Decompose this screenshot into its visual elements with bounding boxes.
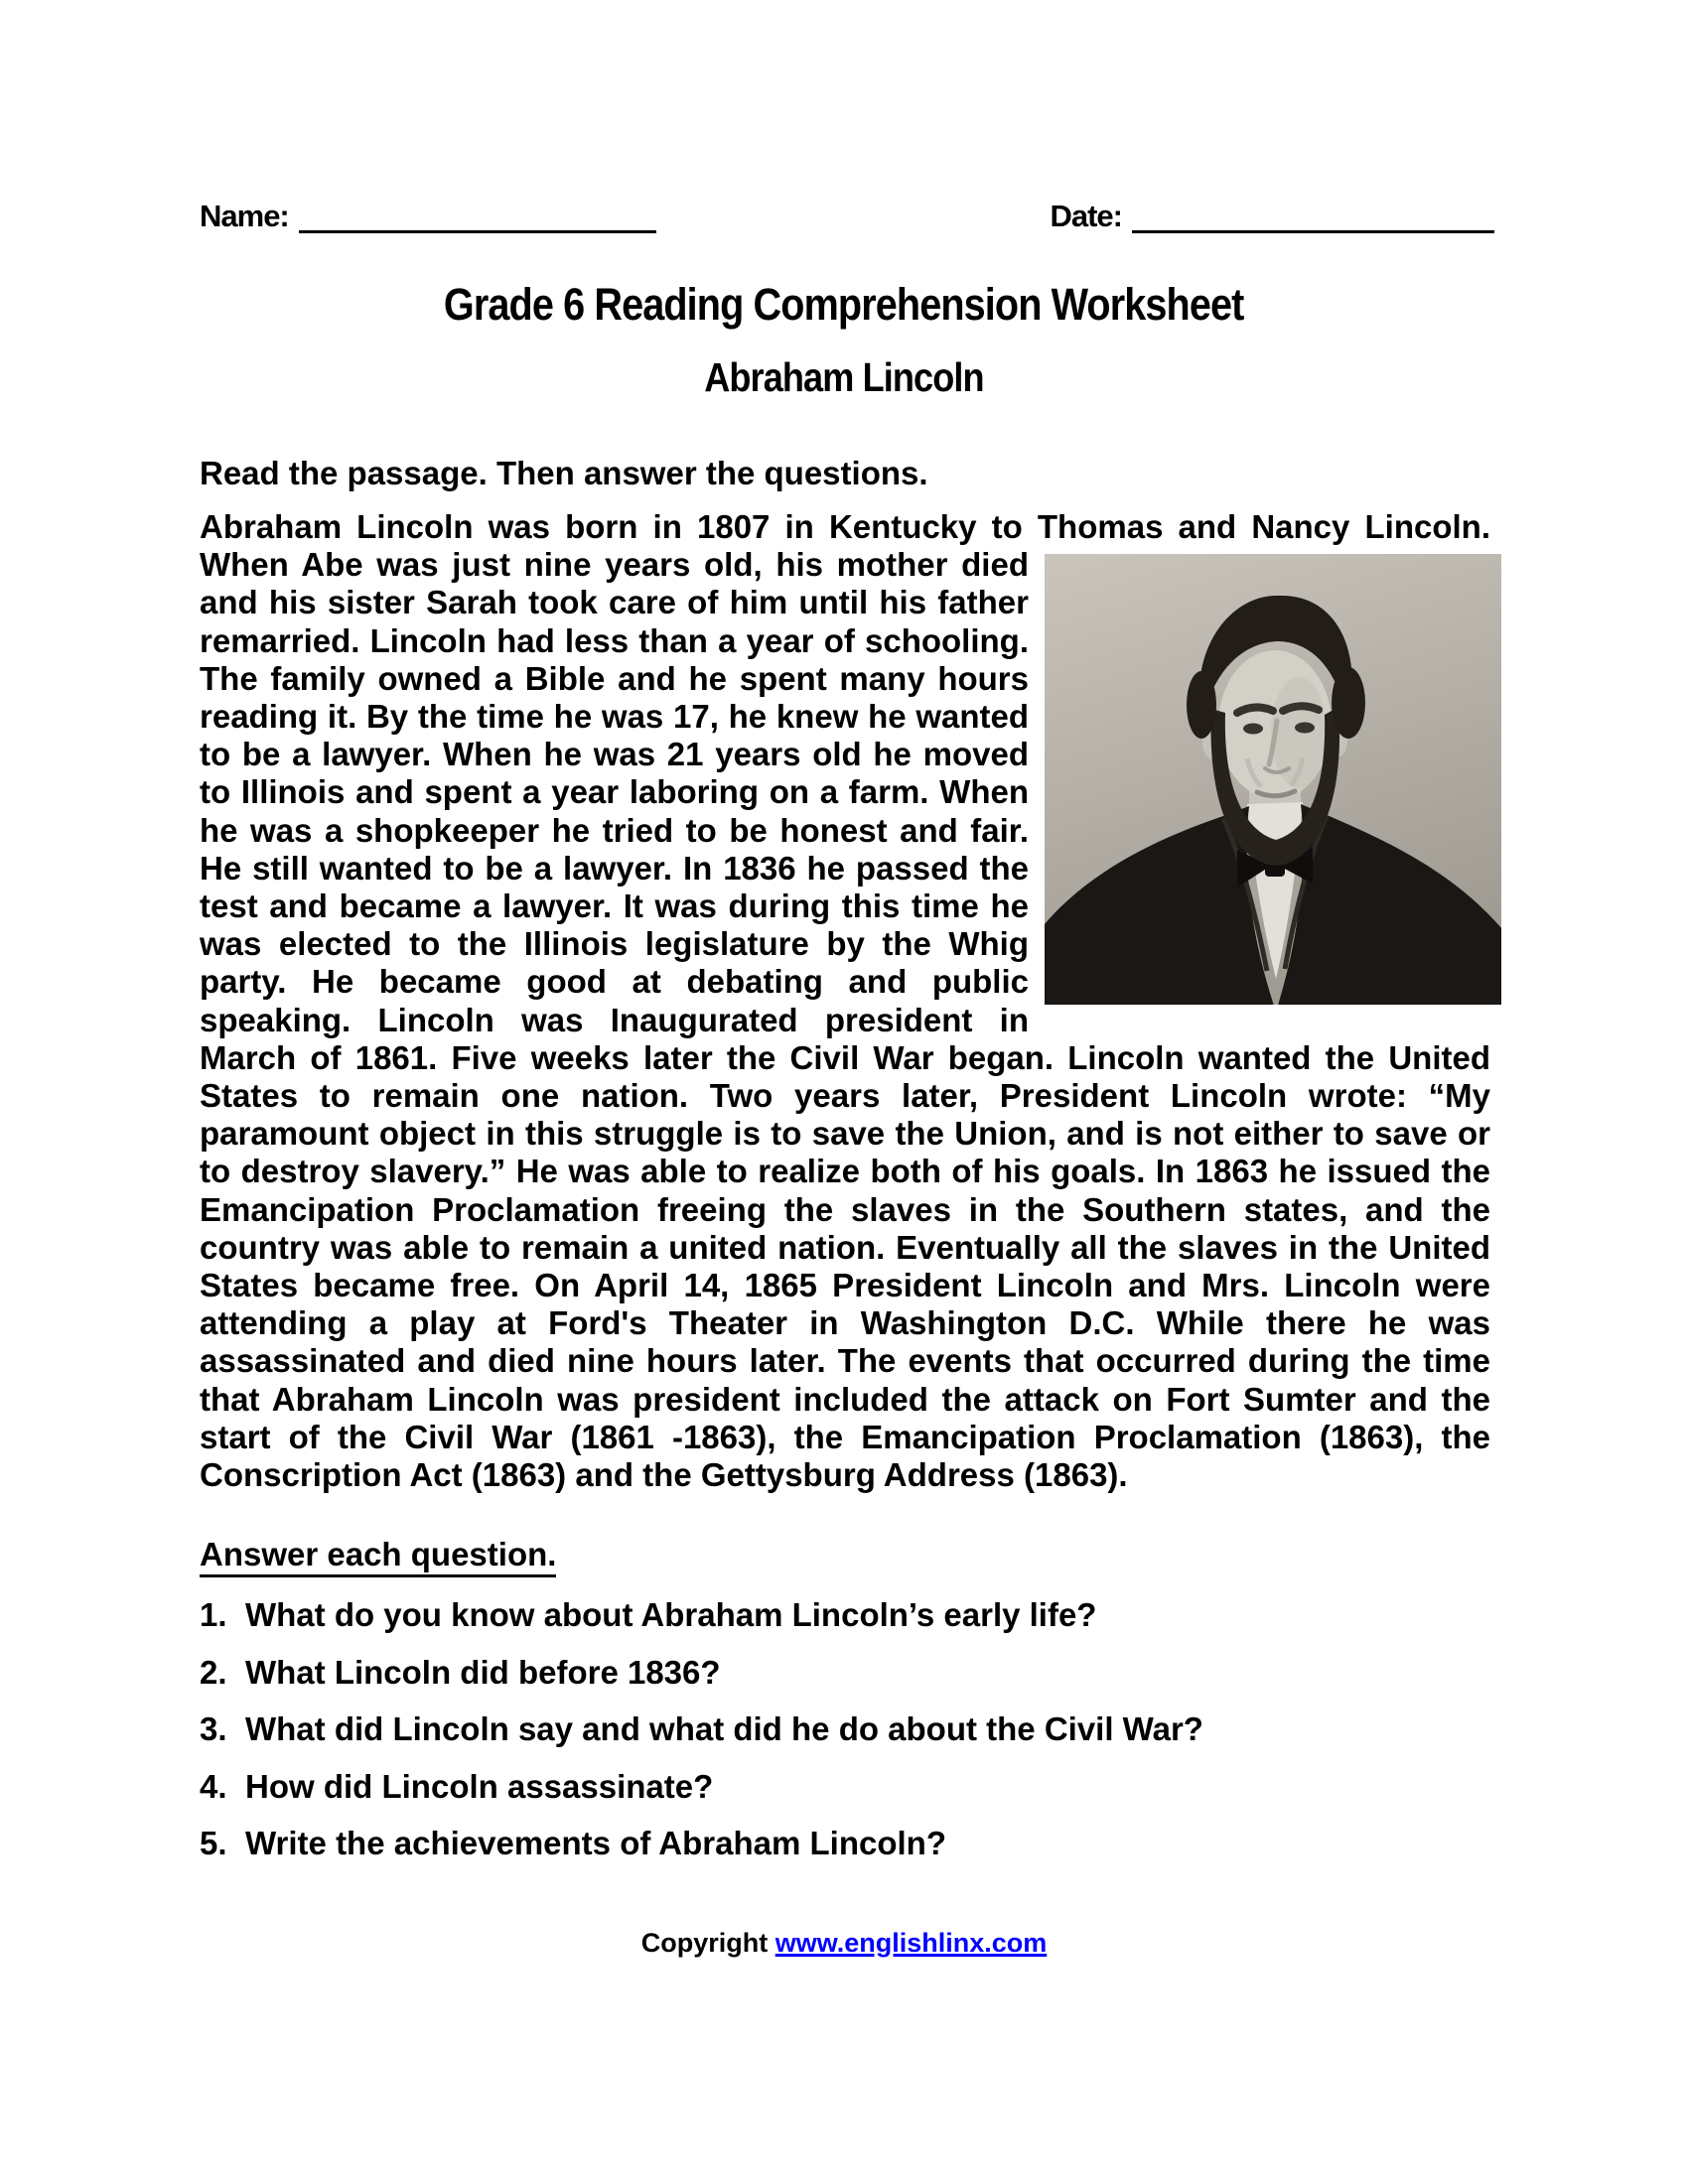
instructions: Read the passage. Then answer the questions. (200, 455, 928, 491)
question-item-4 (200, 1768, 1490, 1806)
question-text: Write the achievements of Abraham Lincoln? (245, 1824, 946, 1861)
question-item-5 (200, 1825, 1490, 1862)
date-label: Date: (1050, 199, 1122, 233)
worksheet-title-text: Grade 6 Reading Comprehension Worksheet (444, 279, 1244, 330)
worksheet-body (200, 455, 1490, 1862)
copyright-label: Copyright (640, 1928, 775, 1958)
name-label: Name: (200, 199, 289, 233)
question-number: 3. (200, 1710, 227, 1748)
question-list (200, 1596, 1490, 1862)
lincoln-portrait-image (1045, 554, 1501, 1005)
lincoln-portrait (1045, 554, 1501, 1005)
worksheet-subject (0, 354, 1688, 400)
name-blank-line (299, 226, 656, 233)
name-field (200, 199, 656, 234)
copyright-footer (0, 1928, 1688, 1959)
question-item-3 (200, 1710, 1490, 1748)
question-text: What Lincoln did before 1836? (245, 1653, 721, 1691)
question-text: How did Lincoln assassinate? (245, 1767, 714, 1805)
question-text: What do you know about Abraham Lincoln’s early life? (245, 1596, 1097, 1634)
worksheet-title (0, 279, 1688, 330)
reading-passage (200, 508, 1490, 1494)
englishlinx-link[interactable]: www.englishlinx.com (774, 1928, 1048, 1958)
answer-section-heading-text: Answer each question. (200, 1536, 556, 1577)
date-blank-line (1132, 226, 1494, 233)
question-item-1 (200, 1596, 1490, 1634)
question-item-2 (200, 1654, 1490, 1692)
question-text: What did Lincoln say and what did he do about the Civil War? (245, 1710, 1203, 1748)
passage-body: When Abe was just nine years old, his mother died and his sister Sarah took care of him until his father remarried. Lincoln had less than a year of schooling. The family owned a Bible and he spent many hours reading it. By the time he was 17, he knew he wanted to be a lawyer. When he was 21 years old he moved to Illinois and spent a year laboring on a farm. When he was a shopkeeper he tried to be honest and fair. He still wanted to be a lawyer. In 1836 he passed the test and became a lawyer. It was during this time he was elected to the Illinois legislature by the Whig party. He became good at debating and public speaking. Lincoln was Inaugurated president in March of 1861. Five weeks later the Civil War began. Lincoln wanted the United States to remain one nation. Two years later, President Lincoln wrote: “My paramount object in this struggle is to save the Union, and is not either to save or to destroy slavery.” He was able to realize both of his goals. In 1863 he issued the Emancipation Proclamation freeing the slaves in the Southern states, and the country was able to remain a united nation. Eventually all the slaves in the United States became free. On April 14, 1865 President Lincoln and Mrs. Lincoln were attending a play at Ford's Theater in Washington D.C. While there he was assassinated and died nine hours later. The events that occurred during the time that Abraham Lincoln was president included the attack on Fort Sumter and the start of the Civil War (1861 -1863), the Emancipation Proclamation (1863), the Conscription Act (1863) and the Gettysburg Address (1863). (200, 546, 1490, 1494)
question-number: 4. (200, 1767, 227, 1805)
question-number: 5. (200, 1824, 227, 1861)
name-date-row (200, 199, 1494, 234)
question-number: 2. (200, 1653, 227, 1691)
passage-first-sentence: Abraham Lincoln was born in 1807 in Kentucky to Thomas and Nancy Lincoln. (200, 508, 1490, 545)
answer-section-heading (200, 1536, 1490, 1577)
worksheet-subject-text: Abraham Lincoln (704, 354, 984, 400)
date-field (1050, 199, 1494, 234)
question-number: 1. (200, 1596, 227, 1634)
